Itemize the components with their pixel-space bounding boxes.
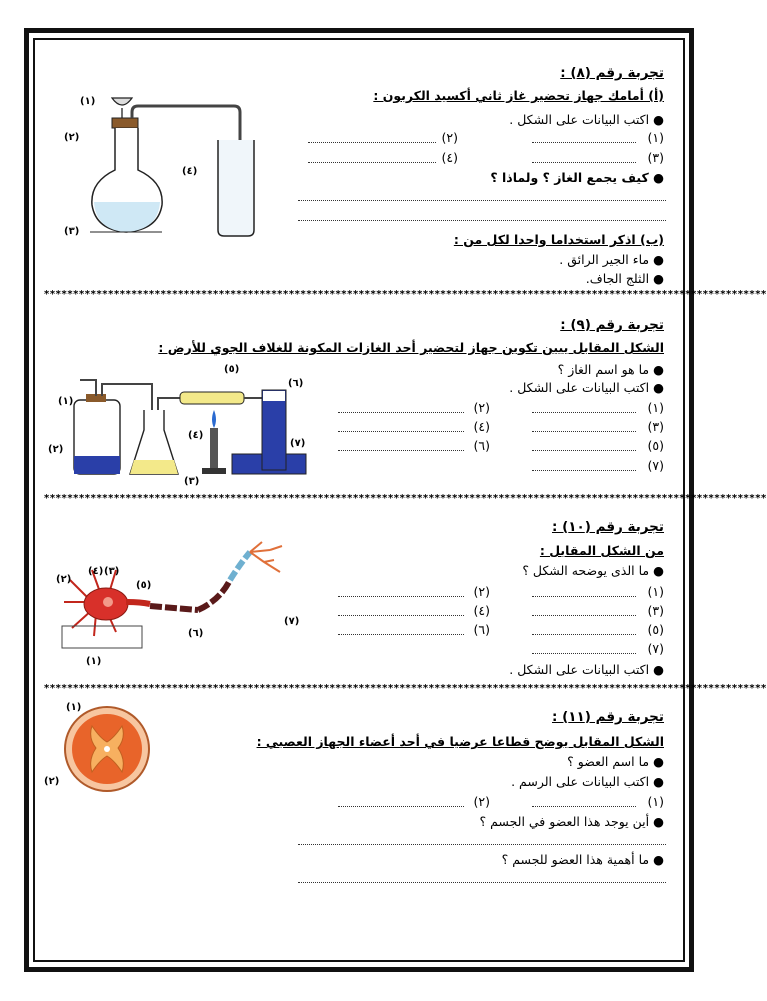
fig9-label-5: (٥) [224, 364, 240, 375]
exp11-n2: (٢) [473, 794, 490, 809]
exp9-n5: (٥) [647, 438, 664, 453]
fig9-label-7: (٧) [290, 438, 306, 449]
answer-line [338, 450, 464, 451]
exp8-title: تجربة رقم (٨) : [560, 65, 664, 81]
fig8-label-1: (١) [80, 96, 96, 107]
fig9-label-6: (٦) [288, 378, 304, 389]
exp10-n1: (١) [647, 584, 664, 599]
exp11-title: تجربة رقم (١١) : [552, 709, 664, 725]
exp8-q1: ● اكتب البيانات على الشكل . [509, 112, 664, 127]
neuron-figure [50, 540, 310, 660]
answer-line [338, 806, 464, 807]
separator: **************************************************************************************************************************** [44, 289, 767, 300]
answer-line [308, 162, 436, 163]
answer-line [532, 596, 636, 597]
answer-line [298, 200, 666, 201]
answer-line [338, 412, 464, 413]
exp8-n2: (٢) [441, 130, 458, 145]
fig11-label-2: (٢) [44, 776, 60, 787]
exp9-q2: ● اكتب البيانات على الشكل . [509, 380, 664, 395]
exp8-b2: ● الثلج الجاف. [585, 271, 664, 286]
exp11-q4: ● ما أهمية هذا العضو للجسم ؟ [501, 852, 664, 867]
fig8-label-2: (٢) [64, 132, 80, 143]
fig10-label-2: (٢) [56, 574, 72, 585]
exp8-part-b: (ب) اذكر استخداما واحدا لكل من : [453, 232, 664, 247]
spinal-cord-figure [62, 704, 152, 794]
answer-line [298, 220, 666, 221]
gas-preparation-figure [60, 370, 320, 480]
exp11-desc: الشكل المقابل يوضح قطاعا عرضيا في أحد أعضاء الجهاز العصبي : [256, 734, 664, 749]
exp9-n3: (٣) [647, 419, 664, 434]
exp9-n1: (١) [647, 400, 664, 415]
exp10-n5: (٥) [647, 622, 664, 637]
answer-line [532, 412, 636, 413]
fig9-label-3: (٣) [184, 476, 200, 487]
answer-line [338, 431, 464, 432]
exp8-n4: (٤) [441, 150, 458, 165]
exp10-n4: (٤) [473, 603, 490, 618]
co2-apparatus-figure [50, 90, 280, 250]
exp9-desc: الشكل المقابل يبين تكوين جهاز لتحضير أحد الغازات المكونة للغلاف الجوي للأرض : [158, 340, 664, 355]
answer-line [532, 162, 636, 163]
exp11-n1: (١) [647, 794, 664, 809]
fig10-label-5: (٥) [136, 580, 152, 591]
answer-line [532, 634, 636, 635]
answer-line [532, 806, 636, 807]
answer-line [532, 142, 636, 143]
answer-line [338, 634, 464, 635]
exp10-desc: من الشكل المقابل : [539, 543, 664, 558]
exp9-n4: (٤) [473, 419, 490, 434]
fig10-label-3: (٣) [104, 566, 120, 577]
exp11-q2: ● اكتب البيانات على الرسم . [511, 774, 664, 789]
answer-line [298, 882, 666, 883]
answer-line [532, 615, 636, 616]
fig9-label-2: (٢) [48, 444, 64, 455]
exp9-title: تجربة رقم (٩) : [560, 317, 664, 333]
fig10-label-4: (٤) [88, 566, 104, 577]
exp10-n7: (٧) [647, 641, 664, 656]
exp10-title: تجربة رقم (١٠) : [552, 519, 664, 535]
exp8-part-a: (أ) أمامك جهاز تحضير غاز ثاني أكسيد الكربون : [373, 88, 664, 103]
exp9-q1: ● ما هو اسم الغاز ؟ [557, 362, 664, 377]
exp8-n1: (١) [647, 130, 664, 145]
exp8-q2: ● كيف يجمع الغاز ؟ ولماذا ؟ [490, 170, 664, 185]
separator: **************************************************************************************************************************** [44, 493, 767, 504]
exp10-q2: ● اكتب البيانات على الشكل . [509, 662, 664, 677]
fig8-label-4: (٤) [182, 166, 198, 177]
fig10-label-7: (٧) [284, 616, 300, 627]
exp8-n3: (٣) [647, 150, 664, 165]
answer-line [338, 615, 464, 616]
exp9-n2: (٢) [473, 400, 490, 415]
exp10-q1: ● ما الذى يوضحه الشكل ؟ [522, 563, 664, 578]
exp10-n2: (٢) [473, 584, 490, 599]
exp9-n7: (٧) [647, 458, 664, 473]
exp10-n6: (٦) [473, 622, 490, 637]
fig10-label-1: (١) [86, 656, 102, 667]
fig8-label-3: (٣) [64, 226, 80, 237]
answer-line [298, 844, 666, 845]
exp8-b1: ● ماء الجير الرائق . [559, 252, 664, 267]
answer-line [532, 470, 636, 471]
separator: **************************************************************************************************************************** [44, 683, 767, 694]
exp11-q1: ● ما اسم العضو ؟ [567, 754, 664, 769]
answer-line [532, 431, 636, 432]
exp9-n6: (٦) [473, 438, 490, 453]
fig9-label-4: (٤) [188, 430, 204, 441]
fig10-label-6: (٦) [188, 628, 204, 639]
fig11-label-1: (١) [66, 702, 82, 713]
exp10-n3: (٣) [647, 603, 664, 618]
exp11-q3: ● أين يوجد هذا العضو في الجسم ؟ [479, 814, 664, 829]
answer-line [532, 450, 636, 451]
answer-line [532, 653, 636, 654]
answer-line [338, 596, 464, 597]
fig9-label-1: (١) [58, 396, 74, 407]
answer-line [308, 142, 436, 143]
